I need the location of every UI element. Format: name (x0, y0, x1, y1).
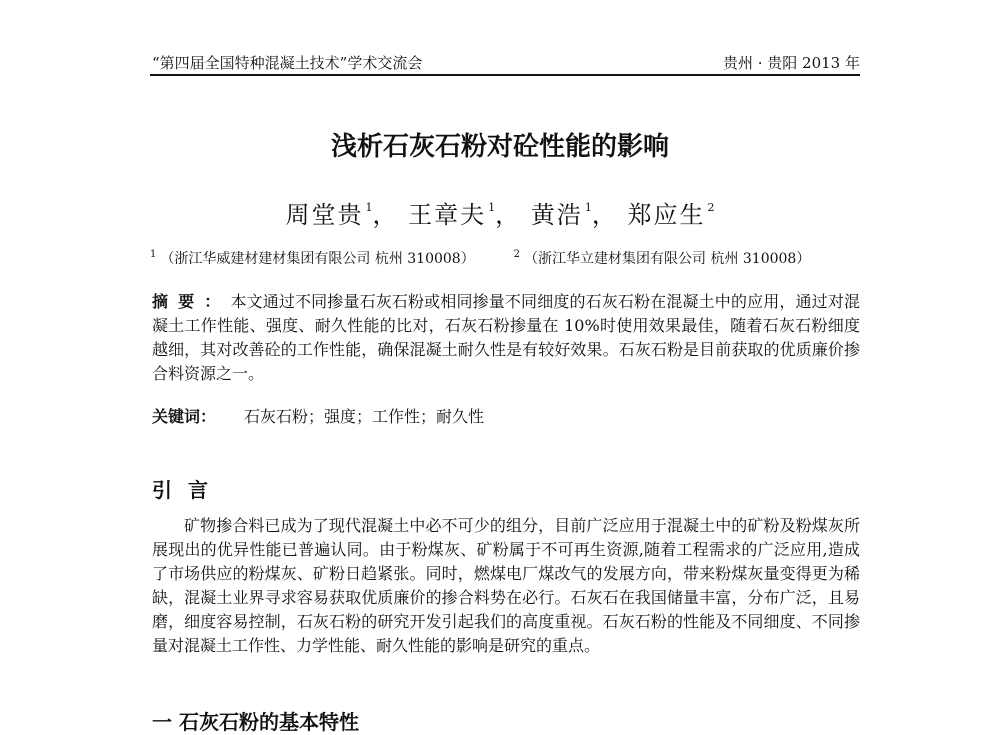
paper-title: 浅析石灰石粉对砼性能的影响 (330, 132, 669, 162)
section-heading-basic-properties: 一 石灰石粉的基本特性 (152, 710, 359, 734)
running-header-location-year: 贵州 · 贵阳 2013 年 (722, 54, 860, 72)
keywords (152, 404, 484, 427)
abstract-label: 摘要： (152, 292, 231, 311)
author-separator: ， (372, 201, 399, 229)
header-rule (150, 74, 860, 76)
author-name: 黄浩 (530, 201, 583, 229)
author-affiliation-mark: 1 (488, 201, 496, 214)
keywords-text: 石灰石粉；强度；工作性；耐久性 (244, 407, 485, 426)
author-list (0, 195, 1000, 230)
affiliation-mark: 1 (150, 249, 157, 260)
keywords-label: 关键词： (152, 407, 217, 426)
author-affiliation-mark: 1 (584, 201, 592, 214)
author-separator: ， (495, 201, 522, 229)
affiliations (150, 248, 810, 268)
affiliation-text: （浙江华威建材建材集团有限公司 杭州 310008） (160, 251, 475, 267)
intro-paragraph: 矿物掺合料已成为了现代混凝土中必不可少的组分，目前广泛应用于混凝土中的矿粉及粉煤灰所展现出的优异性能已普遍认同。由于粉煤灰、矿粉属于不可再生资源,随着工程需求的广泛应用,造成了市场供应的粉煤灰、矿粉日趋紧张。同时，燃煤电厂煤改气的发展方向，带来粉煤灰量变得更为稀缺，混凝土业界寻求容易获取优质廉价的掺合料势在必行。石灰石在我国储量丰富，分布广泛，且易磨，细度容易控制，石灰石粉的研究开发引起我们的高度重视。石灰石粉的性能及不同细度、不同掺量对混凝土工作性、力学性能、耐久性能的影响是研究的重点。 (152, 516, 860, 655)
running-header-conference: “第四届全国特种混凝土技术”学术交流会 (152, 54, 423, 72)
author-affiliation-mark: 2 (707, 201, 715, 214)
author-name: 王章夫 (408, 201, 487, 229)
section-heading-intro: 引言 (152, 478, 224, 502)
abstract-text: 本文通过不同掺量石灰石粉或相同掺量不同细度的石灰石粉在混凝土中的应用，通过对混凝土工作性能、强度、耐久性能的比对，石灰石粉掺量在 10%时使用效果最佳，随着石灰石粉细度越细，其对改善砼的工作性能，确保混凝土耐久性是有较好效果。石灰石粉是目前获取的优质廉价掺合料资源之一。 (152, 292, 860, 383)
author-separator: ， (591, 201, 618, 229)
author-name: 周堂贵 (285, 201, 364, 229)
abstract (152, 290, 860, 386)
affiliation-mark: 2 (513, 249, 520, 260)
author-affiliation-mark: 1 (365, 201, 373, 214)
author-name: 郑应生 (627, 201, 706, 229)
affiliation-text: （浙江华立建材集团有限公司 杭州 310008） (524, 251, 811, 267)
